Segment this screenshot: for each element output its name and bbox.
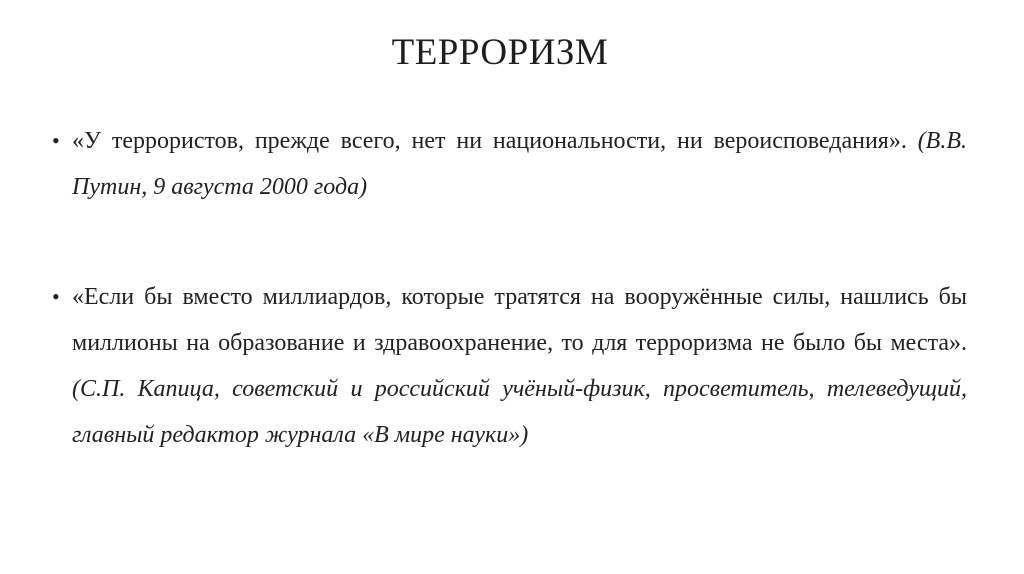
bullet-item-putin-quote	[47, 118, 967, 210]
bullet-list	[47, 118, 967, 458]
quote-text: «Если бы вместо миллиардов, которые тратятся на вооружённые силы, нашлись бы миллионы на образование и здравоохранение, то для терроризма не было бы места».	[72, 284, 967, 356]
bullet-dot-icon: •	[52, 128, 60, 153]
bullet-dot-icon: •	[52, 284, 60, 309]
quote-text: «У террористов, прежде всего, нет ни национальности, ни вероисповедания».	[72, 128, 907, 154]
quote-source: (С.П. Капица, советский и российский учёный-физик, просветитель, телеведущий, главный редактор журнала «В мире науки»)	[72, 376, 967, 448]
slide-title: ТЕРРОРИЗМ	[391, 32, 609, 73]
quote-source: (В.В. Путин, 9 августа 2000 года)	[72, 128, 967, 200]
bullet-item-kapitsa-quote	[47, 274, 967, 458]
